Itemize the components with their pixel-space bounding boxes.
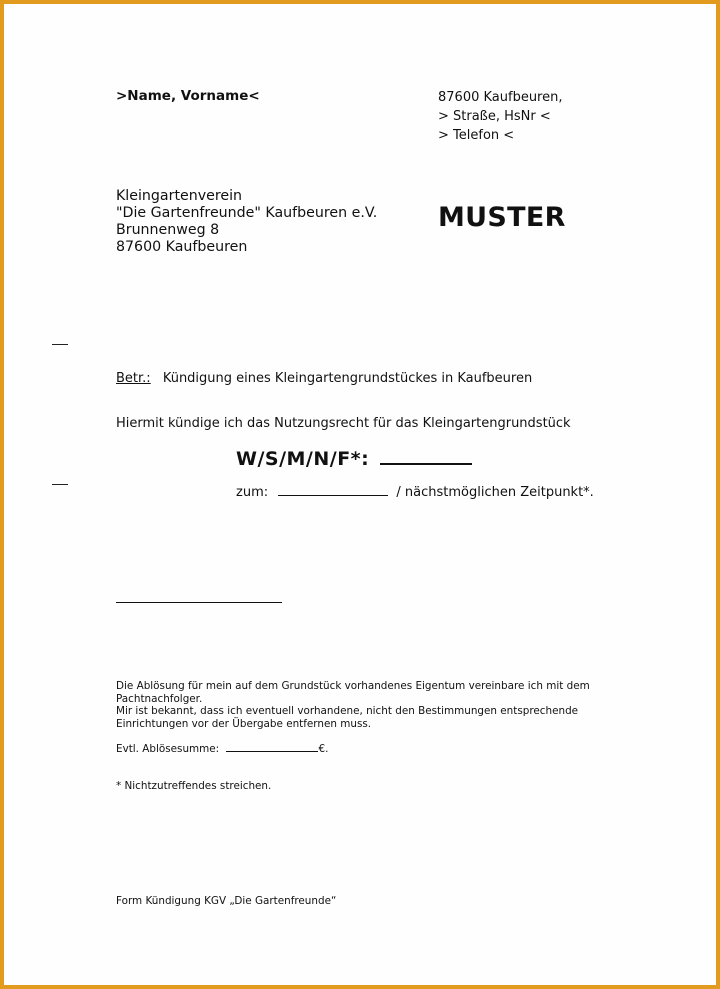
recipient-line: Brunnenweg 8: [116, 222, 220, 238]
payment-blank-field[interactable]: [226, 741, 318, 752]
subject-text: Kündigung eines Kleingartengrundstückes in Kaufbeuren: [162, 371, 533, 386]
payment-line: [116, 741, 328, 755]
sender-street: > Straße, HsNr <: [438, 109, 551, 124]
fold-mark: [52, 344, 68, 345]
signature-line[interactable]: [116, 602, 282, 603]
sender-address-block: [438, 88, 562, 145]
acknowledgement-paragraph: [116, 680, 590, 730]
recipient-line: 87600 Kaufbeuren: [116, 239, 248, 255]
intro-text: Hiermit kündige ich das Nutzungsrecht für das Kleingartengrundstück: [116, 416, 571, 431]
ack-line: Einrichtungen vor der Übergabe entfernen muss.: [116, 717, 372, 730]
payment-currency: €.: [318, 743, 329, 755]
ack-line: Pachtnachfolger.: [116, 692, 203, 705]
subject-label: Betr.:: [116, 371, 151, 386]
termination-date-line: [236, 483, 594, 500]
payment-label: Evtl. Ablösesumme:: [116, 743, 220, 755]
plot-label: W/S/M/N/F*:: [236, 448, 370, 470]
form-footer: Form Kündigung KGV „Die Gartenfreunde“: [116, 895, 337, 907]
plot-blank-field[interactable]: [380, 446, 472, 465]
recipient-line: "Die Gartenfreunde" Kaufbeuren e.V.: [116, 205, 378, 221]
footnote: * Nichtzutreffendes streichen.: [116, 780, 272, 792]
ack-line: Die Ablösung für mein auf dem Grundstück vorhandenes Eigentum vereinbare ich mit dem: [116, 680, 590, 692]
recipient-address-block: [116, 188, 377, 256]
date-blank-field[interactable]: [278, 483, 388, 496]
fold-mark: [52, 484, 68, 485]
sender-phone: > Telefon <: [438, 128, 515, 143]
sender-name-placeholder: >Name, Vorname<: [116, 88, 260, 104]
subject-line: [116, 371, 532, 386]
muster-stamp: MUSTER: [438, 202, 566, 233]
date-prefix: zum:: [236, 485, 269, 500]
sender-city: 87600 Kaufbeuren,: [438, 90, 563, 105]
recipient-line: Kleingartenverein: [116, 188, 243, 204]
plot-line: [236, 446, 472, 470]
ack-line: Mir ist bekannt, dass ich eventuell vorhandene, nicht den Bestimmungen entsprechende: [116, 705, 579, 717]
date-suffix: / nächstmöglichen Zeitpunkt*.: [396, 485, 594, 500]
